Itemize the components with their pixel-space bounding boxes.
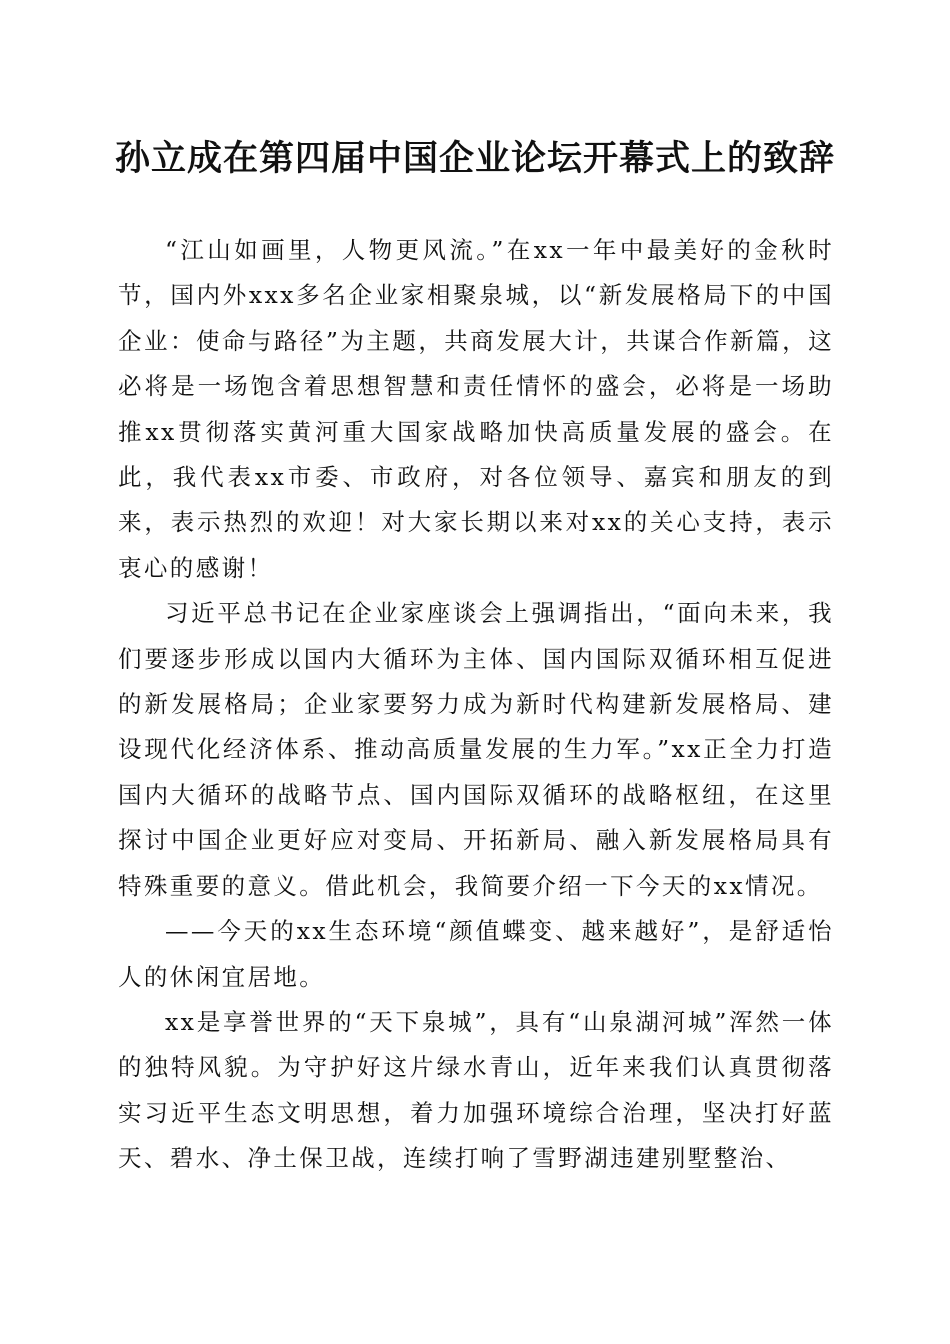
paragraph-spring-city: xx是享誉世界的“天下泉城”，具有“山泉湖河城”浑然一体的独特风貌。为守护好这片绿水青山，近年来我们认真贯彻落实习近平生态文明思想，着力加强环境综合治理，坚决打好蓝天、碧水、净土保卫战，连续打响了雪野湖违建别墅整治、: [118, 1007, 834, 1173]
paragraph-xi-remarks: 习近平总书记在企业家座谈会上强调指出，“面向未来，我们要逐步形成以国内大循环为主体、国内国际双循环相互促进的新发展格局；企业家要努力成为新时代构建新发展格局、建设现代化经济体系、推动高质量发展的生力军。”xx正全力打造国内大循环的战略节点、国内国际双循环的战略枢纽，在这里探讨中国企业更好应对变局、开拓新局、融入新发展格局具有特殊重要的意义。借此机会，我简要介绍一下今天的xx情况。: [118, 599, 834, 900]
paragraph-ecology-heading: ——今天的xx生态环境“颜值蝶变、越来越好”，是舒适怡人的休闲宜居地。: [118, 917, 834, 991]
paragraph-opening: “江山如画里，人物更风流。”在xx一年中最美好的金秋时节，国内外xxx多名企业家相聚泉城，以“新发展格局下的中国企业：使命与路径”为主题，共商发展大计，共谋合作新篇，这必将是一场饱含着思想智慧和责任情怀的盛会，必将是一场助推xx贯彻落实黄河重大国家战略加快高质量发展的盛会。在此，我代表xx市委、市政府，对各位领导、嘉宾和朋友的到来，表示热烈的欢迎！对大家长期以来对xx的关心支持，表示衷心的感谢！: [118, 236, 834, 582]
document-body: [118, 228, 834, 1182]
document-title: 孙立成在第四届中国企业论坛开幕式上的致辞: [114, 138, 835, 179]
